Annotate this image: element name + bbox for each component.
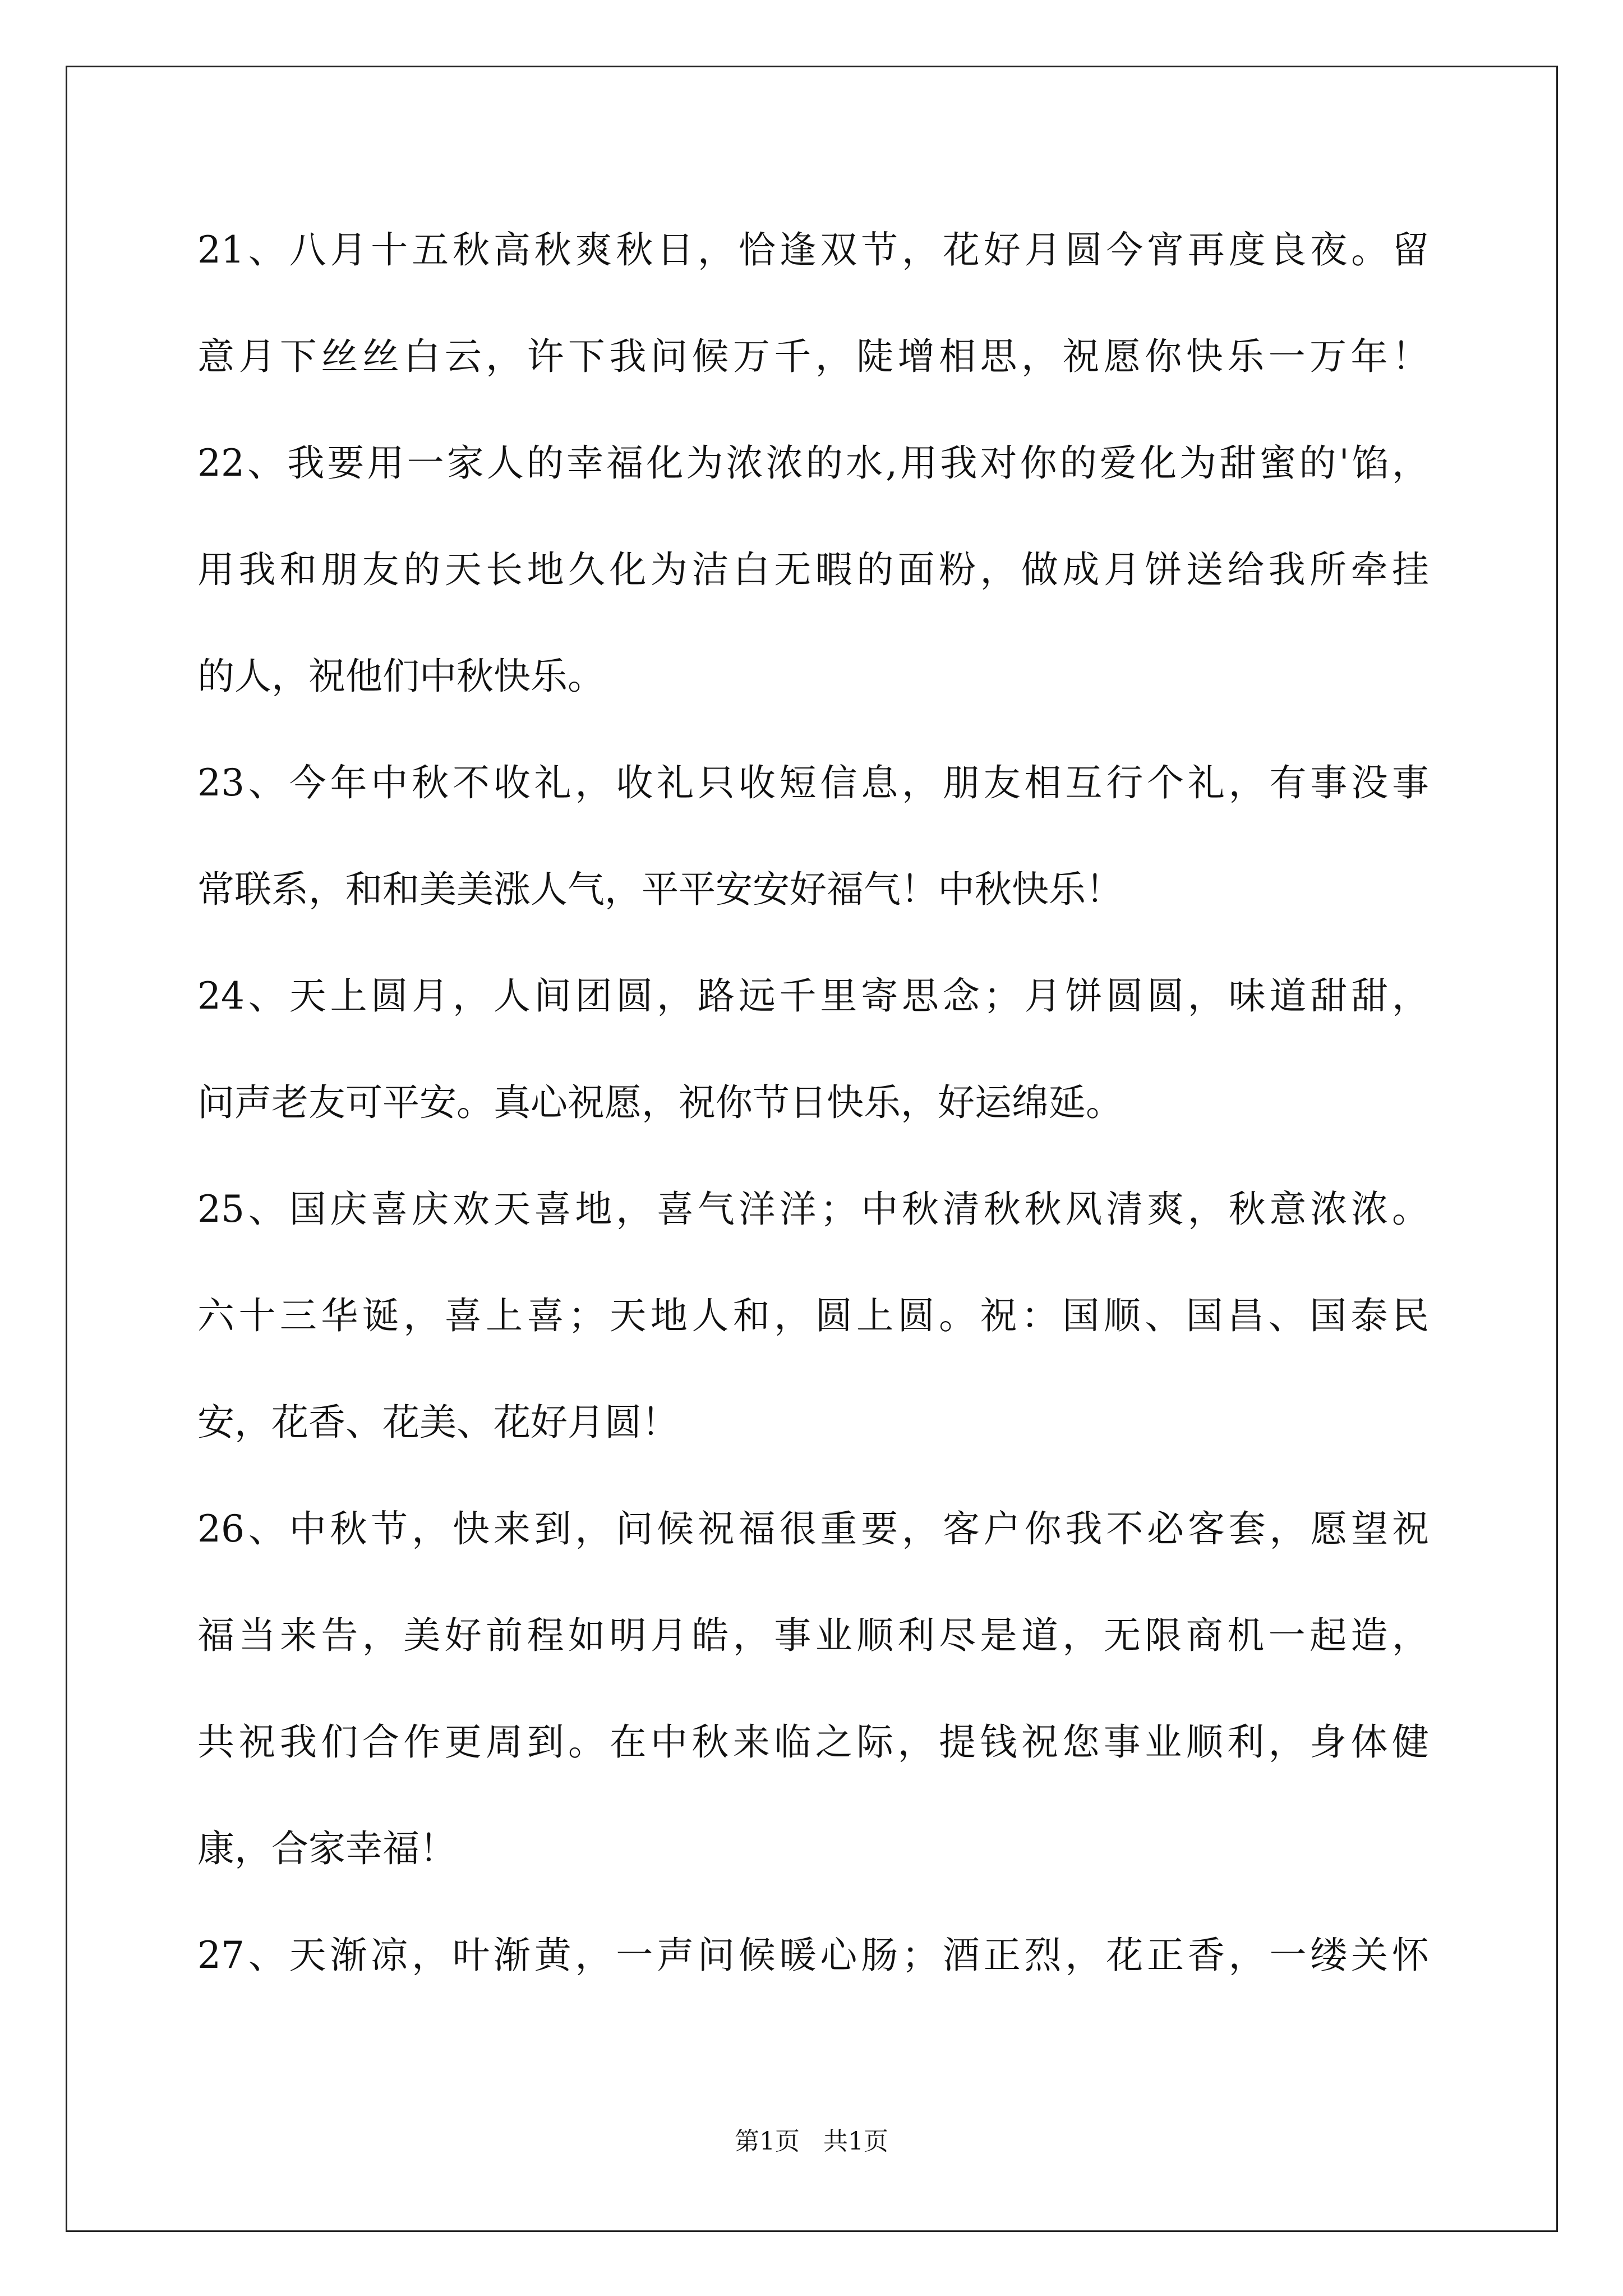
text-line: 22、我要用一家人的幸福化为浓浓的水,用我对你的爱化为甜蜜的'馅， — [197, 441, 1429, 485]
text-line: 25、国庆喜庆欢天喜地，喜气洋洋；中秋清秋秋风清爽，秋意浓浓。 — [197, 1188, 1429, 1231]
text-line: 26、中秋节，快来到，问候祝福很重要，客户你我不必客套，愿望祝 — [197, 1507, 1429, 1550]
text-line: 问声老友可平安。真心祝愿，祝你节日快乐，好运绵延。 — [197, 1081, 1123, 1124]
text-line: 的人，祝他们中秋快乐。 — [197, 655, 605, 698]
page-number: 第1页 共1页 — [735, 2127, 888, 2156]
text-line: 21、八月十五秋高秋爽秋日，恰逢双节，花好月圆今宵再度良夜。留 — [197, 228, 1429, 272]
text-line: 共祝我们合作更周到。在中秋来临之际，提钱祝您事业顺利，身体健 — [197, 1720, 1429, 1764]
text-line: 六十三华诞，喜上喜；天地人和，圆上圆。祝：国顺、国昌、国泰民 — [197, 1294, 1429, 1337]
text-line: 安，花香、花美、花好月圆！ — [197, 1401, 679, 1444]
text-line: 常联系，和和美美涨人气，平平安安好福气！中秋快乐！ — [197, 868, 1123, 911]
text-line: 福当来告，美好前程如明月皓，事业顺利尽是道，无限商机一起造， — [197, 1614, 1429, 1657]
text-line: 康，合家幸福！ — [197, 1827, 457, 1870]
text-line: 意月下丝丝白云，许下我问候万千，陡增相思，祝愿你快乐一万年！ — [197, 335, 1429, 378]
text-line: 27、天渐凉，叶渐黄，一声问候暖心肠；酒正烈，花正香，一缕关怀 — [197, 1934, 1429, 1977]
text-line: 24、天上圆月，人间团圆，路远千里寄思念；月饼圆圆，味道甜甜， — [197, 974, 1429, 1018]
page-border — [66, 66, 1558, 2232]
text-line: 用我和朋友的天长地久化为洁白无暇的面粉，做成月饼送给我所牵挂 — [197, 548, 1429, 591]
text-line: 23、今年中秋不收礼，收礼只收短信息，朋友相互行个礼，有事没事 — [197, 761, 1429, 804]
